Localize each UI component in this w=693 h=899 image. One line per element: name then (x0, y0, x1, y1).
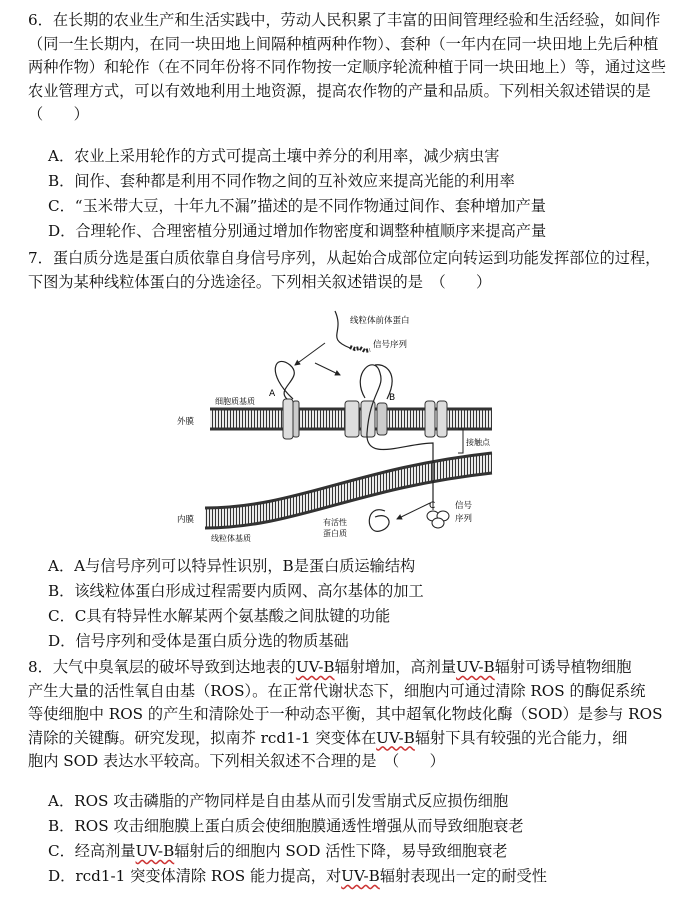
precursor-protein-chain (335, 311, 350, 348)
label-c: C (429, 501, 436, 511)
q8-line5: 胞内 SOD 表达水平较高。下列相关叙述不合理的是 （ ） (28, 752, 445, 770)
question-8-stem (28, 656, 673, 774)
label-signal2-2: 序列 (455, 514, 473, 524)
contact-point-bracket (458, 429, 463, 453)
q6-option-d: D．合理轮作、合理密植分别通过增加作物密度和调整种植顺序来提高产量 (48, 222, 547, 240)
q8-option-c-b: 辐射后的细胞内 SOD 活性下降，易导致细胞衰老 (174, 842, 508, 860)
label-matrix: 线粒体基质 (211, 534, 251, 543)
active-protein-coil (369, 510, 389, 532)
label-signal2-1: 信号 (455, 501, 473, 511)
q6-option-c: C．“玉米带大豆，十年九不漏”描述的是不同作物通过间作、套种增加产量 (48, 197, 546, 215)
receptor-a (283, 399, 299, 439)
q8-line3: 等使细胞中 ROS 的产生和清除处于一种动态平衡，其中超氧化物歧化酶（SOD）是参与 ROS (28, 705, 663, 723)
uvb-term-1: UV-B (295, 658, 335, 676)
cleaved-signal-sequence (427, 511, 449, 528)
q8-line2: 产生大量的活性氧自由基（ROS）。在正常代谢状态下，细胞内可通过清除 ROS 的酶促系统 (28, 681, 646, 700)
uvb-term-2: UV-B (456, 658, 495, 676)
uvb-term-3: UV-B (376, 728, 415, 747)
q8-option-c (48, 840, 507, 863)
q8-option-d-a: D．rcd1-1 突变体清除 ROS 能力提高，对 (48, 867, 342, 885)
q7-option-d: D．信号序列和受体是蛋白质分选的物质基础 (48, 632, 349, 650)
q7-option-a: A．A与信号序列可以特异性识别，B是蛋白质运输结构 (48, 557, 416, 575)
q7-option-b: B．该线粒体蛋白形成过程需要内质网、高尔基体的加工 (48, 582, 424, 600)
q8-line1-a: 8．大气中臭氧层的破坏导致到达地表的 (28, 658, 296, 676)
label-a: A (269, 389, 276, 399)
q7-option-c: C．C具有特异性水解某两个氨基酸之间肽键的功能 (48, 607, 391, 625)
uvb-term-5: UV-B (341, 867, 380, 885)
q6-option-a: A．农业上采用轮作的方式可提高土壤中养分的利用率，减少病虫害 (48, 147, 500, 165)
label-contact: 接触点 (466, 438, 490, 447)
uvb-term-4: UV-B (135, 842, 175, 860)
q8-option-c-a: C．经高剂量 (48, 842, 136, 860)
label-outer: 外膜 (177, 417, 195, 427)
chain-at-receptor (275, 361, 294, 399)
q8-option-a: A．ROS 攻击磷脂的产物同样是自由基从而引发雪崩式反应损伤细胞 (48, 792, 509, 810)
label-intermembrane: 细胞质基质 (215, 397, 255, 406)
q8-option-d-b: 辐射表现出一定的耐受性 (379, 867, 547, 885)
arrow-to-active-protein (397, 503, 430, 519)
q8-line4-a: 清除的关键酶。研究发现，拟南芥 rcd1-1 突变体在 (28, 728, 377, 747)
label-active-1: 有活性 (323, 518, 347, 527)
label-precursor: 线粒体前体蛋白 (350, 316, 410, 326)
q6-option-b: B．间作、套种都是利用不同作物之间的互补效应来提高光能的利用率 (48, 172, 515, 190)
label-signal: 信号序列 (373, 340, 408, 350)
translocase-b (345, 401, 387, 437)
mitochondrial-protein-sorting-figure (175, 303, 495, 548)
arrow-to-receptor (295, 343, 325, 365)
q8-line1-c: 辐射可诱导植物细胞 (494, 658, 632, 676)
label-inner: 内膜 (177, 515, 195, 525)
q8-line4-b: 辐射下具有较强的光合能力，细 (414, 728, 628, 747)
q8-option-b: B．ROS 攻击细胞膜上蛋白质会使细胞膜通透性增强从而导致细胞衰老 (48, 817, 524, 835)
label-active-2: 蛋白质 (323, 529, 347, 538)
q8-option-d (48, 865, 547, 888)
question-7-stem: 7．蛋白质分选是蛋白质依靠自身信号序列，从起始合成部位定向转运到功能发挥部位的过程，下图为某种线粒体蛋白的分选途径。下列相关叙述错误的是 （ ） (28, 249, 661, 291)
signal-sequence-beads (350, 347, 370, 351)
label-b: B (389, 393, 396, 403)
question-6-stem: 6．在长期的农业生产和生活实践中，劳动人民积累了丰富的田间管理经验和生活经验，如间作（同一生长期内，在同一块田地上间隔种植两种作物）、套种（一年内在同一块田地上先后种植两种作物）和轮作（在不同年份将不同作物按一定顺序轮流种植于同一块田地上）等，通过这些农业管理方式，可以有效地利用土地资源，提高农作物的产量和品质。下列相关叙述错误的是 （ ） (28, 11, 666, 123)
q8-line1-b: 辐射增加，高剂量 (334, 658, 457, 676)
arrow-to-translocase (315, 363, 340, 375)
